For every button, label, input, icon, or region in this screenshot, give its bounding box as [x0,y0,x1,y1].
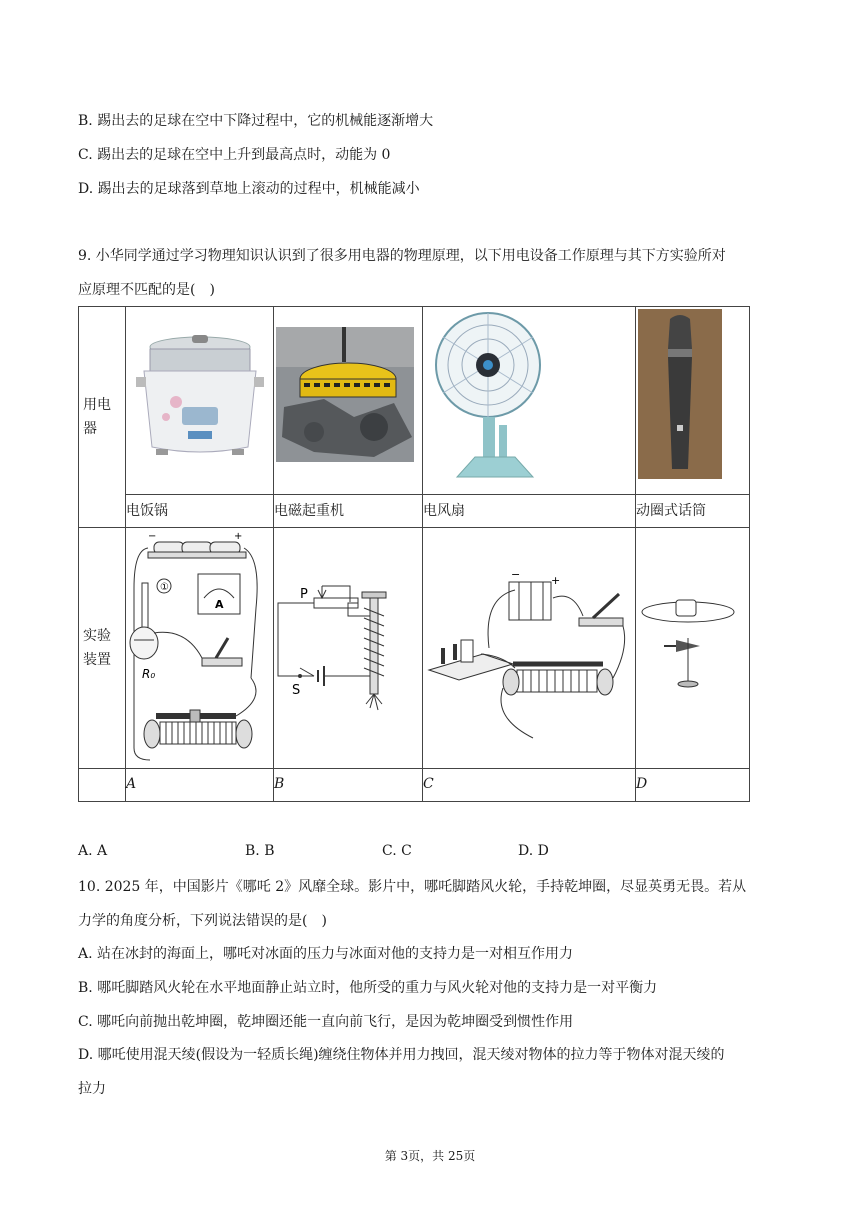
caption-electric-fan: 电风扇 [423,495,636,528]
letter-c: C [423,769,636,802]
label-switch-s: S [292,683,301,698]
q10-option-b: B. 哪吒脚踏风火轮在水平地面静止站立时，他所受的重力与风火轮对他的支持力是一对平衡力 [78,980,658,996]
q10-option-d-line1: D. 哪吒使用混天绫(假设为一轻质长绳)缠绕住物体并用力拽回，混天绫对物体的拉力等于物体对混天绫的 [78,1047,725,1063]
q10-option-d-line2: 拉力 [78,1081,106,1097]
q10-stem-line2: 力学的角度分析，下列说法错误的是( ) [78,913,327,929]
q9-option-d: D. D [518,843,549,859]
q9-option-c: C. C [382,843,412,859]
q9-stem-line1: 9. 小华同学通过学习物理知识认识到了很多用电器的物理原理，以下用电设备工作原理与其下方实验所对 [78,248,726,264]
label-ammeter: A [215,598,224,611]
svg-text:+: + [551,574,561,587]
svg-text:+: + [234,531,243,542]
apparatus-c-motor-circuit [423,528,636,769]
letter-d: D [636,769,750,802]
q10-option-a: A. 站在冰封的海面上，哪吒对冰面的压力与冰面对他的支持力是一对相互作用力 [78,946,574,962]
q8-option-b: B. 踢出去的足球在空中下降过程中，它的机械能逐渐增大 [78,113,434,129]
apparatus-d-oersted [636,528,750,769]
letter-a: A [126,769,274,802]
q8-option-d: D. 踢出去的足球落到草地上滚动的过程中，机械能减小 [78,181,420,197]
letter-b: B [274,769,423,802]
page-number-footer: 第 3页，共 25页 [384,1149,476,1163]
q10-stem-line1: 10. 2025 年，中国影片《哪吒 2》风靡全球。影片中，哪吒脚踏风火轮，手持乾坤圈，尽显英勇无畏。若从 [78,879,747,895]
caption-electromagnetic-crane: 电磁起重机 [274,495,423,528]
row-label-empty [79,769,126,802]
q10-option-c: C. 哪吒向前抛出乾坤圈，乾坤圈还能一直向前飞行，是因为乾坤圈受到惯性作用 [78,1014,574,1030]
q8-option-c: C. 踢出去的足球在空中上升到最高点时，动能为 0 [78,147,391,163]
label-circle-one: ① [160,582,169,593]
electromagnetic-crane-image [274,307,423,495]
svg-text:−: − [148,531,157,542]
label-slider-p: P [300,587,308,602]
q9-option-a: A. A [78,843,108,859]
row-label-apparatus: 实验装置 [79,528,126,769]
apparatus-b-electromagnet [274,528,423,769]
label-r0: R₀ [142,667,156,681]
caption-rice-cooker: 电饭锅 [126,495,274,528]
q9-table [78,306,750,802]
q9-stem-line2: 应原理不匹配的是( ) [78,282,215,298]
electric-fan-image [423,307,636,495]
caption-moving-coil-microphone: 动圈式话筒 [636,495,750,528]
apparatus-a-heating-circuit [126,528,274,769]
q9-option-b: B. B [245,843,275,859]
row-label-device: 用电器 [79,307,126,528]
microphone-image [636,307,750,495]
svg-text:−: − [511,568,521,581]
rice-cooker-image [126,307,274,495]
